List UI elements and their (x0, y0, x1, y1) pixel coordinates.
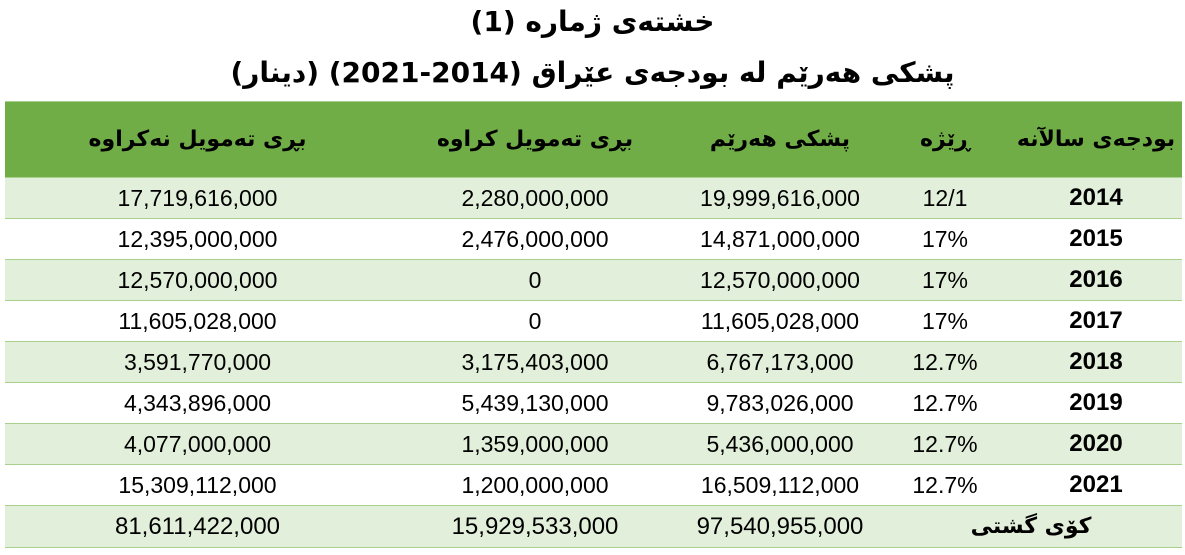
header-region-share: پشکی هەرێم (680, 102, 880, 178)
cell-unfunded: 4,077,000,000 (5, 424, 390, 465)
header-unfunded-amount: بڕی تەمویل نەکراوە (5, 102, 390, 178)
cell-rate: 12.7% (880, 383, 1010, 424)
table-row (5, 465, 1182, 506)
cell-region-share: 5,436,000,000 (680, 424, 880, 465)
cell-region-share: 6,767,173,000 (680, 342, 880, 383)
cell-year: 2015 (1010, 219, 1182, 260)
cell-region-share: 9,783,026,000 (680, 383, 880, 424)
title-block (0, 0, 1185, 100)
cell-region-share: 16,509,112,000 (680, 465, 880, 506)
header-funded-amount: بڕی تەمویل کراوە (390, 102, 680, 178)
cell-funded: 0 (390, 301, 680, 342)
cell-year: 2018 (1010, 342, 1182, 383)
cell-year: 2020 (1010, 424, 1182, 465)
cell-unfunded: 4,343,896,000 (5, 383, 390, 424)
cell-year: 2019 (1010, 383, 1182, 424)
table-number-title: خشتەی ژمارە (1) (470, 5, 715, 38)
total-row (5, 506, 1182, 548)
cell-rate: 17% (880, 260, 1010, 301)
cell-unfunded: 12,570,000,000 (5, 260, 390, 301)
total-label: کۆی گشتی (880, 506, 1182, 548)
cell-funded: 1,359,000,000 (390, 424, 680, 465)
cell-funded: 5,439,130,000 (390, 383, 680, 424)
table-row (5, 424, 1182, 465)
cell-region-share: 12,570,000,000 (680, 260, 880, 301)
cell-funded: 2,280,000,000 (390, 178, 680, 219)
cell-funded: 3,175,403,000 (390, 342, 680, 383)
header-budget-years: بودجەی سالآنە (1010, 102, 1182, 178)
cell-funded: 1,200,000,000 (390, 465, 680, 506)
cell-rate: 12.7% (880, 424, 1010, 465)
cell-rate: 17% (880, 219, 1010, 260)
header-row (5, 102, 1182, 178)
budget-table (5, 101, 1182, 548)
table-body (5, 178, 1182, 548)
cell-region-share: 19,999,616,000 (680, 178, 880, 219)
cell-year: 2021 (1010, 465, 1182, 506)
table-row (5, 178, 1182, 219)
table-subject-title: پشکی هەرێم لە بودجەی عێراق (2014-2021) (دینار) (230, 56, 955, 89)
table-row (5, 301, 1182, 342)
table-row (5, 219, 1182, 260)
cell-unfunded: 11,605,028,000 (5, 301, 390, 342)
total-region-share: 97,540,955,000 (680, 506, 880, 548)
table-header (5, 102, 1182, 178)
cell-unfunded: 15,309,112,000 (5, 465, 390, 506)
cell-year: 2014 (1010, 178, 1182, 219)
cell-rate: 12.7% (880, 465, 1010, 506)
cell-rate: 17% (880, 301, 1010, 342)
table-row (5, 383, 1182, 424)
cell-rate: 12.7% (880, 342, 1010, 383)
cell-funded: 2,476,000,000 (390, 219, 680, 260)
cell-unfunded: 12,395,000,000 (5, 219, 390, 260)
cell-unfunded: 17,719,616,000 (5, 178, 390, 219)
cell-funded: 0 (390, 260, 680, 301)
cell-rate: 12/1 (880, 178, 1010, 219)
table-row (5, 342, 1182, 383)
cell-unfunded: 3,591,770,000 (5, 342, 390, 383)
total-funded: 15,929,533,000 (390, 506, 680, 548)
table-row (5, 260, 1182, 301)
header-rate: ڕێژە (880, 102, 1010, 178)
cell-year: 2016 (1010, 260, 1182, 301)
total-unfunded: 81,611,422,000 (5, 506, 390, 548)
cell-region-share: 14,871,000,000 (680, 219, 880, 260)
cell-year: 2017 (1010, 301, 1182, 342)
cell-region-share: 11,605,028,000 (680, 301, 880, 342)
